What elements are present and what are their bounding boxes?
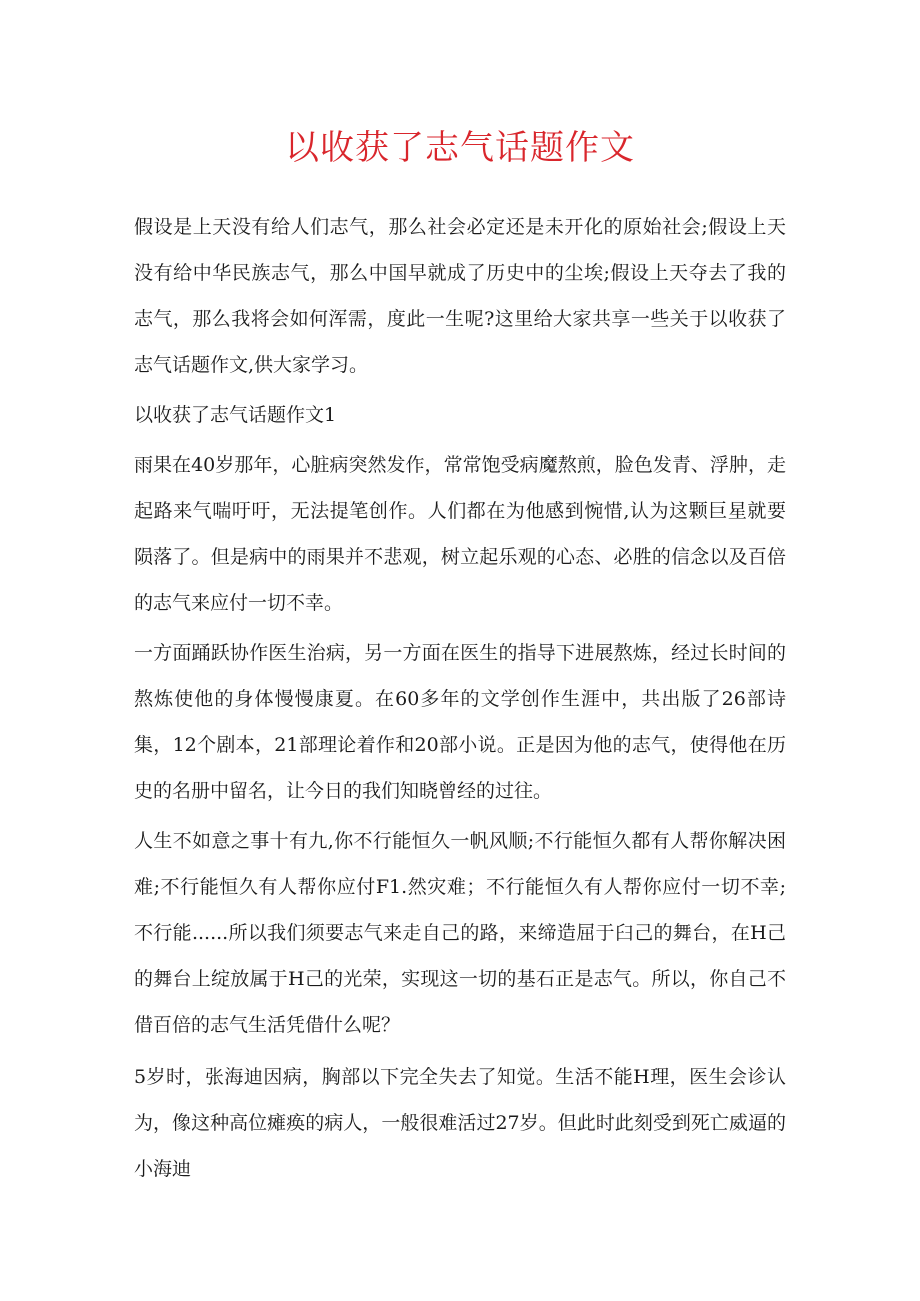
paragraph-hugo: 雨果在40岁那年，心脏病突然发作，常常饱受病魔熬煎，脸色发青、浮肿，走起路来气喘吁吁，无法提笔创作。人们都在为他感到惋惜,认为这颗巨星就要陨落了。但是病中的雨果并不悲观，树立起乐观的心态、必胜的信念以及百倍的志气来应付一切不幸。 [134, 454, 786, 614]
document-body [134, 204, 786, 1196]
document-title: 以收获了志气话题作文 [285, 128, 635, 168]
section-heading: 以收获了志气话题作文1 [134, 404, 337, 426]
paragraph-hugo-recovery: 一方面踊跃协作医生治病，另一方面在医生的指导下进展熬炼，经过长时间的熬炼使他的身体慢慢康夏。在60多年的文学创作生涯中，共出版了26部诗集，12个剧本，21部理论着作和20部小说。正是因为他的志气，使得他在历史的名册中留名，让今日的我们知晓曾经的过往。 [134, 642, 786, 802]
intro-paragraph: 假设是上天没有给人们志气，那么社会必定还是未开化的原始社会;假设上天没有给中华民族志气，那么中国早就成了历史中的尘埃;假设上天夺去了我的志气，那么我将会如何浑需，度此一生呢?这里给大家共享一些关于以收获了志气话题作文,供大家学习。 [134, 216, 786, 376]
paragraph-life: 人生不如意之事十有九,你不行能恒久一帆风顺;不行能恒久都有人帮你解决困难;不行能恒久有人帮你应付F1.然灾难；不行能恒久有人帮你应付一切不幸;不行能......所以我们须要志气来走自己的路，来缔造屈于臼己的舞台，在H己的舞台上绽放属于H己的光荣，实现这一切的基石正是志气。所以，你自己不借百倍的志气生活凭借什么呢？ [134, 830, 786, 1036]
paragraph-zhang-haidi: 5岁时，张海迪因病，胸部以下完全失去了知觉。生活不能H理，医生会诊认为，像这种高位瘫痪的病人，一般很难活过27岁。但此时此刻受到死亡威逼的小海迪 [134, 1066, 786, 1180]
